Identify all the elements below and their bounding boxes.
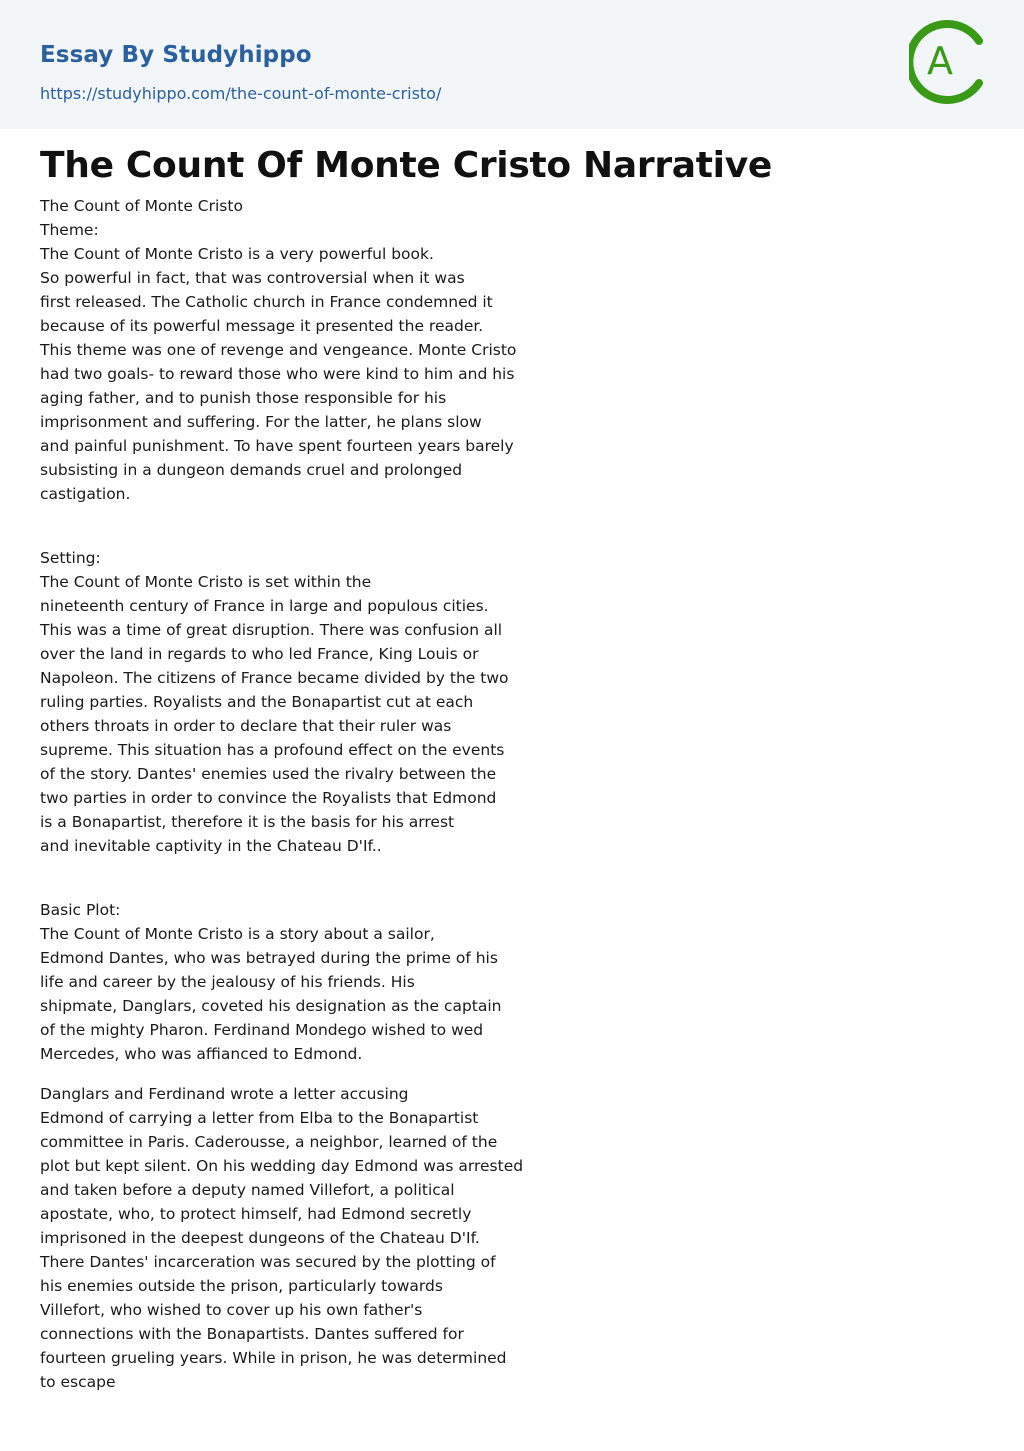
text-line: life and career by the jealousy of his friends. His — [40, 973, 415, 991]
text-line: Villefort, who wished to cover up his own father's — [40, 1301, 423, 1319]
text-line: two parties in order to convince the Royalists that Edmond — [40, 789, 497, 807]
text-line: This was a time of great disruption. There was confusion all — [40, 621, 503, 639]
text-line: because of its powerful message it presented the reader. — [40, 317, 484, 335]
text-line: imprisoned in the deepest dungeons of the Chateau D'If. — [40, 1229, 480, 1247]
text-line: Edmond of carrying a letter from Elba to the Bonapartist — [40, 1109, 479, 1127]
text-line: imprisonment and suffering. For the latter, he plans slow — [40, 413, 482, 431]
text-line: to escape — [40, 1373, 116, 1391]
brand-title[interactable]: Essay By Studyhippo — [40, 42, 312, 68]
text-line: The Count of Monte Cristo is a story about a sailor, — [40, 925, 435, 943]
section-heading: Basic Plot: — [40, 901, 121, 919]
text-line: aging father, and to punish those responsible for his — [40, 389, 447, 407]
source-url-link[interactable]: https://studyhippo.com/the-count-of-monte-cristo/ — [40, 84, 442, 103]
section-heading: Setting: — [40, 549, 101, 567]
section-heading: Theme: — [40, 221, 99, 239]
text-line: and inevitable captivity in the Chateau D'If.. — [40, 837, 382, 855]
text-line: This theme was one of revenge and vengeance. Monte Cristo — [40, 341, 517, 359]
text-line: supreme. This situation has a profound effect on the events — [40, 741, 505, 759]
text-line: Edmond Dantes, who was betrayed during the prime of his — [40, 949, 498, 967]
page-title: The Count Of Monte Cristo Narrative — [40, 145, 773, 186]
text-line: his enemies outside the prison, particularly towards — [40, 1277, 443, 1295]
essay-body — [40, 194, 580, 1394]
text-line: The Count of Monte Cristo is a very powerful book. — [40, 245, 434, 263]
text-line: had two goals- to reward those who were kind to him and his — [40, 365, 515, 383]
text-line: So powerful in fact, that was controversial when it was — [40, 269, 465, 287]
text-line: castigation. — [40, 485, 131, 503]
logo-letter: A — [927, 39, 953, 83]
spacer — [40, 858, 580, 898]
section-plot — [40, 898, 580, 1066]
text-line: Mercedes, who was affianced to Edmond. — [40, 1045, 363, 1063]
text-line: is a Bonapartist, therefore it is the basis for his arrest — [40, 813, 455, 831]
studyhippo-logo-icon[interactable] — [909, 17, 989, 107]
text-line: and painful punishment. To have spent fourteen years barely — [40, 437, 514, 455]
text-line: connections with the Bonapartists. Dantes suffered for — [40, 1325, 464, 1343]
section-intro — [40, 194, 580, 506]
text-line: others throats in order to declare that their ruler was — [40, 717, 452, 735]
site-header — [0, 0, 1024, 129]
text-line: of the story. Dantes' enemies used the rivalry between the — [40, 765, 497, 783]
text-line: subsisting in a dungeon demands cruel and prolonged — [40, 461, 463, 479]
spacer — [40, 506, 580, 546]
text-line: over the land in regards to who led France, King Louis or — [40, 645, 479, 663]
text-line: fourteen grueling years. While in prison, he was determined — [40, 1349, 507, 1367]
spacer — [40, 1066, 580, 1082]
text-line: Danglars and Ferdinand wrote a letter accusing — [40, 1085, 409, 1103]
text-line: plot but kept silent. On his wedding day Edmond was arrested — [40, 1157, 524, 1175]
text-line: shipmate, Danglars, coveted his designation as the captain — [40, 997, 502, 1015]
text-line: nineteenth century of France in large and populous cities. — [40, 597, 489, 615]
text-line: The Count of Monte Cristo is set within the — [40, 573, 372, 591]
text-line: The Count of Monte Cristo — [40, 197, 243, 215]
text-line: apostate, who, to protect himself, had Edmond secretly — [40, 1205, 472, 1223]
text-line: ruling parties. Royalists and the Bonapartist cut at each — [40, 693, 474, 711]
section-setting — [40, 546, 580, 858]
text-line: committee in Paris. Caderousse, a neighbor, learned of the — [40, 1133, 498, 1151]
text-line: Napoleon. The citizens of France became divided by the two — [40, 669, 509, 687]
text-line: of the mighty Pharon. Ferdinand Mondego wished to wed — [40, 1021, 484, 1039]
section-plot-continued — [40, 1082, 580, 1394]
text-line: There Dantes' incarceration was secured by the plotting of — [40, 1253, 496, 1271]
text-line: first released. The Catholic church in France condemned it — [40, 293, 493, 311]
text-line: and taken before a deputy named Villefort, a political — [40, 1181, 455, 1199]
